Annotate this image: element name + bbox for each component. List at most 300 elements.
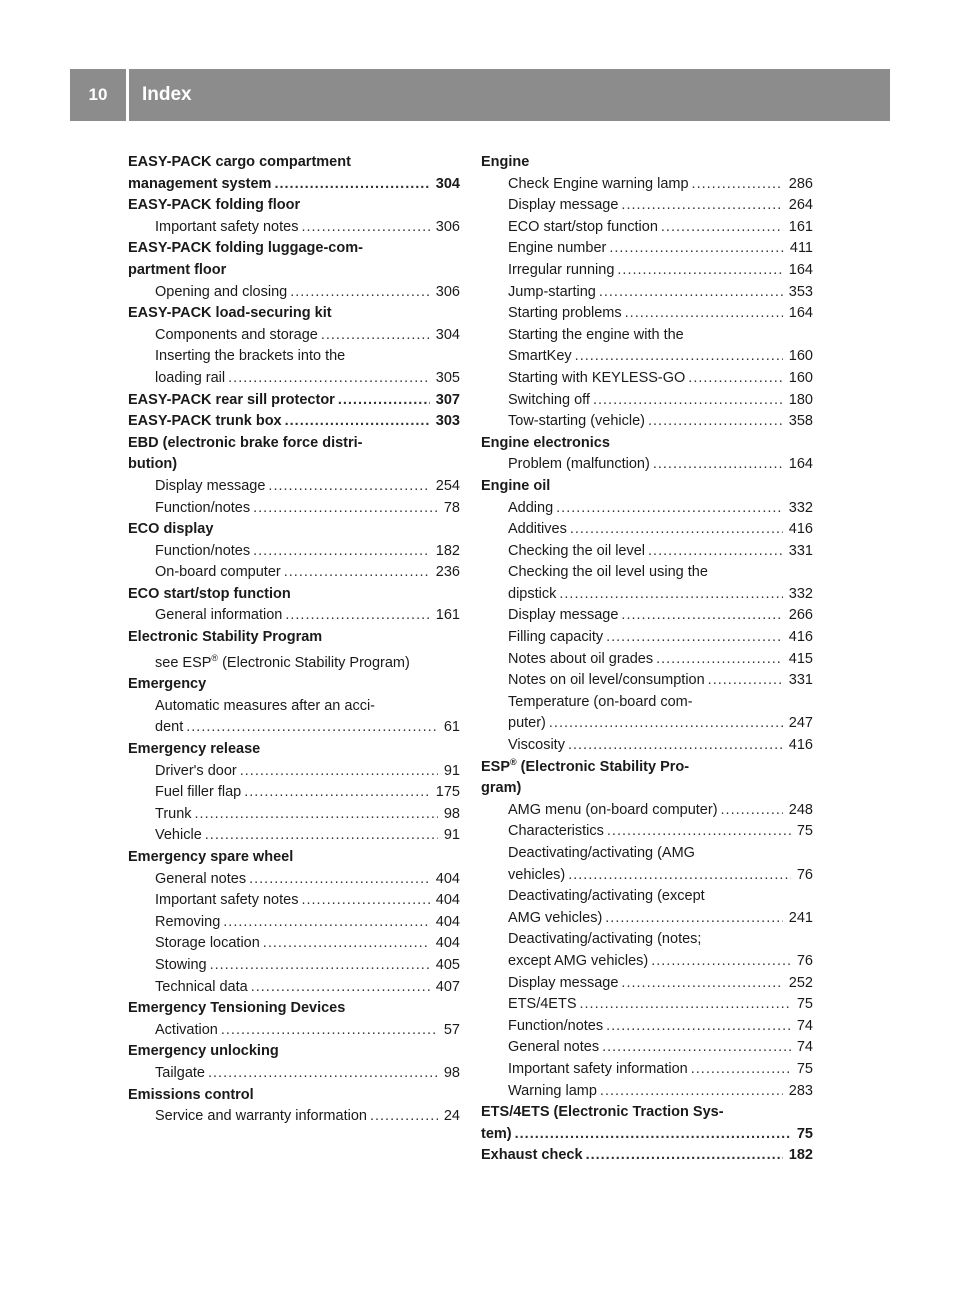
dot-leader bbox=[321, 325, 430, 347]
index-heading bbox=[128, 433, 460, 455]
entry-text: Important safety notes bbox=[155, 892, 299, 909]
page-reference[interactable]: 404 bbox=[435, 935, 460, 952]
index-column-left bbox=[128, 152, 460, 1128]
entry-text: General notes bbox=[508, 1039, 600, 1056]
index-subentry bbox=[128, 717, 460, 739]
dot-leader bbox=[221, 1020, 438, 1042]
index-subentry bbox=[128, 605, 460, 627]
entry-text: Notes on oil level/consumption bbox=[508, 672, 705, 689]
dot-leader bbox=[656, 649, 783, 671]
entry-text: Display message bbox=[508, 607, 619, 624]
dot-leader bbox=[549, 713, 783, 735]
page-reference[interactable]: 248 bbox=[788, 801, 813, 818]
index-subentry bbox=[481, 735, 813, 757]
entry-text: Temperature (on-board com- bbox=[508, 693, 693, 710]
index-subentry bbox=[481, 994, 813, 1016]
page-reference[interactable]: 24 bbox=[443, 1108, 460, 1125]
index-subentry bbox=[128, 782, 460, 804]
index-cross-reference bbox=[128, 653, 460, 675]
entry-text: Function/notes bbox=[155, 499, 251, 516]
page-reference[interactable]: 98 bbox=[443, 1064, 460, 1081]
entry-text: Viscosity bbox=[508, 737, 565, 754]
index-subentry bbox=[481, 713, 813, 735]
dot-leader bbox=[600, 1081, 783, 1103]
index-subentry bbox=[481, 454, 813, 476]
entry-text: Electronic Stability Program bbox=[128, 629, 323, 646]
index-subentry bbox=[481, 368, 813, 390]
page-reference[interactable]: 164 bbox=[788, 305, 813, 322]
entry-text: EASY-PACK cargo compartment bbox=[128, 154, 351, 170]
dot-leader bbox=[609, 238, 784, 260]
dot-leader bbox=[661, 217, 783, 239]
entry-text: Fuel filler flap bbox=[155, 784, 242, 801]
page-reference[interactable]: 404 bbox=[435, 913, 460, 930]
index-subentry bbox=[481, 1059, 813, 1081]
entry-text: Automatic measures after an acci- bbox=[155, 697, 376, 714]
entry-text-part: see ESP bbox=[155, 654, 212, 671]
page-reference[interactable]: 331 bbox=[788, 672, 813, 689]
dot-leader bbox=[692, 174, 783, 196]
index-heading bbox=[128, 303, 460, 325]
page-reference[interactable]: 236 bbox=[435, 564, 460, 581]
page-reference[interactable]: 74 bbox=[796, 1017, 813, 1034]
page-reference[interactable]: 416 bbox=[788, 737, 813, 754]
page-header bbox=[70, 69, 890, 121]
index-subentry bbox=[481, 886, 813, 908]
page-reference[interactable]: 164 bbox=[788, 456, 813, 473]
index-subentry bbox=[128, 912, 460, 934]
entry-text: EASY-PACK load-securing kit bbox=[128, 305, 332, 322]
entry-text: Tailgate bbox=[155, 1064, 205, 1081]
dot-leader bbox=[285, 605, 429, 627]
dot-leader bbox=[285, 411, 430, 433]
index-heading bbox=[128, 390, 460, 412]
dot-leader bbox=[568, 735, 783, 757]
index-subentry bbox=[481, 411, 813, 433]
entry-text: Tow-starting (vehicle) bbox=[508, 413, 645, 430]
page-reference[interactable]: 61 bbox=[443, 719, 460, 736]
page-reference[interactable]: 98 bbox=[443, 805, 460, 822]
page-number: 10 bbox=[88, 85, 108, 104]
index-heading bbox=[481, 757, 813, 779]
dot-leader bbox=[606, 1016, 791, 1038]
index-subentry bbox=[481, 325, 813, 347]
index-subentry bbox=[481, 821, 813, 843]
page-reference[interactable]: 76 bbox=[796, 866, 813, 883]
index-subentry bbox=[481, 562, 813, 584]
page-reference[interactable]: 254 bbox=[435, 477, 460, 494]
entry-text: management system bbox=[128, 175, 272, 192]
index-subentry bbox=[481, 951, 813, 973]
page-reference[interactable]: 407 bbox=[435, 978, 460, 995]
entry-text-part: (Electronic Stability Pro- bbox=[516, 758, 690, 775]
dot-leader bbox=[205, 825, 438, 847]
page-reference[interactable]: 306 bbox=[435, 283, 460, 300]
index-subentry bbox=[128, 476, 460, 498]
index-subentry bbox=[481, 238, 813, 260]
entry-text: Display message bbox=[508, 197, 619, 214]
dot-leader bbox=[625, 303, 783, 325]
index-subentry bbox=[481, 498, 813, 520]
entry-text: SmartKey bbox=[508, 348, 572, 365]
entry-text: Inserting the brackets into the bbox=[155, 348, 346, 365]
index-subentry bbox=[481, 800, 813, 822]
index-subentry bbox=[481, 605, 813, 627]
index-subentry bbox=[481, 541, 813, 563]
dot-leader bbox=[599, 282, 783, 304]
index-heading bbox=[481, 1102, 813, 1124]
dot-leader bbox=[210, 955, 430, 977]
page-reference[interactable]: 307 bbox=[435, 391, 460, 408]
page-reference[interactable]: 286 bbox=[788, 175, 813, 192]
index-heading bbox=[481, 433, 813, 455]
entry-text: Starting with KEYLESS-GO bbox=[508, 369, 686, 386]
dot-leader bbox=[240, 761, 438, 783]
index-subentry bbox=[481, 282, 813, 304]
entry-text: AMG menu (on-board computer) bbox=[508, 801, 718, 818]
dot-leader bbox=[301, 890, 429, 912]
entry-text: Driver's door bbox=[155, 762, 237, 779]
index-subentry bbox=[481, 929, 813, 951]
entry-text bbox=[481, 757, 689, 779]
entry-text: Removing bbox=[155, 913, 221, 930]
page-reference[interactable]: 182 bbox=[435, 542, 460, 559]
index-subentry bbox=[128, 368, 460, 390]
entry-text-part: (Electronic Stability Program) bbox=[218, 654, 410, 671]
dot-leader bbox=[621, 605, 782, 627]
entry-text: EASY-PACK folding luggage-com- bbox=[128, 240, 363, 257]
entry-text: Jump-starting bbox=[508, 283, 596, 300]
index-subentry bbox=[481, 973, 813, 995]
index-subentry bbox=[128, 977, 460, 999]
entry-text: General information bbox=[155, 607, 283, 624]
entry-text: ETS/4ETS bbox=[508, 996, 577, 1013]
page-reference[interactable]: 57 bbox=[443, 1021, 460, 1038]
entry-text: Emergency unlocking bbox=[128, 1043, 279, 1060]
entry-text: Emergency bbox=[128, 676, 207, 693]
index-subentry bbox=[481, 908, 813, 930]
index-subentry bbox=[481, 692, 813, 714]
dot-leader bbox=[249, 869, 430, 891]
dot-leader bbox=[195, 804, 438, 826]
index-heading bbox=[481, 778, 813, 800]
page-reference[interactable]: 404 bbox=[435, 892, 460, 909]
entry-text: Additives bbox=[508, 521, 567, 538]
dot-leader bbox=[370, 1106, 438, 1128]
dot-leader bbox=[223, 912, 430, 934]
page-reference[interactable]: 160 bbox=[788, 348, 813, 365]
entry-text: Important safety notes bbox=[155, 218, 299, 235]
entry-text: Notes about oil grades bbox=[508, 650, 654, 667]
entry-text: Filling capacity bbox=[508, 629, 604, 646]
page-reference[interactable]: 180 bbox=[788, 391, 813, 408]
page-reference[interactable]: 353 bbox=[788, 283, 813, 300]
dot-leader bbox=[708, 670, 783, 692]
page-reference[interactable]: 91 bbox=[443, 827, 460, 844]
entry-text: Emergency Tensioning Devices bbox=[128, 1000, 346, 1017]
index-column-right bbox=[481, 152, 813, 1167]
index-heading bbox=[481, 1124, 813, 1146]
page-reference[interactable]: 411 bbox=[789, 240, 813, 257]
dot-leader bbox=[721, 800, 783, 822]
page-reference[interactable]: 247 bbox=[788, 715, 813, 732]
index-subentry bbox=[128, 282, 460, 304]
entry-text: Irregular running bbox=[508, 261, 615, 278]
page-reference[interactable]: 404 bbox=[435, 870, 460, 887]
dot-leader bbox=[228, 368, 430, 390]
index-subentry bbox=[128, 562, 460, 584]
page-reference[interactable]: 161 bbox=[788, 218, 813, 235]
dot-leader bbox=[617, 260, 782, 282]
entry-text: Switching off bbox=[508, 391, 590, 408]
index-subentry bbox=[481, 1081, 813, 1103]
entry-text: Deactivating/activating (except bbox=[508, 888, 705, 905]
entry-text: Problem (malfunction) bbox=[508, 456, 650, 473]
index-subentry bbox=[481, 1016, 813, 1038]
header-divider bbox=[126, 69, 129, 121]
index-subentry bbox=[128, 825, 460, 847]
entry-text: dipstick bbox=[508, 585, 557, 602]
entry-text: gram) bbox=[481, 780, 522, 797]
dot-leader bbox=[653, 454, 783, 476]
index-subentry bbox=[128, 933, 460, 955]
registered-mark: ® bbox=[510, 756, 517, 767]
index-subentry bbox=[481, 303, 813, 325]
index-heading bbox=[128, 411, 460, 433]
index-subentry bbox=[481, 627, 813, 649]
dot-leader bbox=[274, 174, 429, 196]
entry-text: EBD (electronic brake force distri- bbox=[128, 434, 363, 451]
page-reference[interactable]: 332 bbox=[788, 499, 813, 516]
page-reference[interactable]: 252 bbox=[788, 974, 813, 991]
entry-text: Adding bbox=[508, 499, 554, 516]
dot-leader bbox=[251, 977, 430, 999]
dot-leader bbox=[648, 411, 783, 433]
page-reference[interactable]: 175 bbox=[435, 784, 460, 801]
entry-text: Emissions control bbox=[128, 1086, 254, 1103]
page-reference[interactable]: 75 bbox=[796, 996, 813, 1013]
entry-text: Important safety information bbox=[508, 1060, 688, 1077]
dot-leader bbox=[605, 908, 783, 930]
page-reference[interactable]: 264 bbox=[788, 197, 813, 214]
index-heading bbox=[128, 195, 460, 217]
index-heading bbox=[128, 238, 460, 260]
dot-leader bbox=[253, 541, 430, 563]
page-reference[interactable]: 306 bbox=[435, 218, 460, 235]
entry-text: ECO start/stop function bbox=[508, 218, 658, 235]
entry-text: EASY-PACK rear sill protector bbox=[128, 391, 335, 408]
entry-text: Trunk bbox=[155, 805, 192, 822]
index-subentry bbox=[128, 869, 460, 891]
index-subentry bbox=[481, 260, 813, 282]
page-reference[interactable]: 332 bbox=[788, 585, 813, 602]
dot-leader bbox=[253, 498, 438, 520]
index-heading bbox=[128, 519, 460, 541]
entry-text: General notes bbox=[155, 870, 247, 887]
page-reference[interactable]: 304 bbox=[435, 326, 460, 343]
index-subentry bbox=[481, 217, 813, 239]
dot-leader bbox=[556, 498, 783, 520]
page-reference[interactable]: 75 bbox=[796, 1125, 813, 1142]
entry-text: puter) bbox=[508, 715, 546, 732]
page-reference[interactable]: 415 bbox=[788, 650, 813, 667]
dot-leader bbox=[688, 368, 783, 390]
dot-leader bbox=[621, 195, 782, 217]
entry-text: Checking the oil level bbox=[508, 542, 646, 559]
page-reference[interactable]: 182 bbox=[788, 1147, 813, 1164]
entry-text: EASY-PACK folding floor bbox=[128, 197, 301, 214]
entry-text: Display message bbox=[508, 974, 619, 991]
index-subentry bbox=[481, 390, 813, 412]
index-subentry bbox=[481, 670, 813, 692]
page-reference[interactable]: 74 bbox=[796, 1039, 813, 1056]
dot-leader bbox=[568, 865, 791, 887]
index-subentry bbox=[128, 761, 460, 783]
page-reference[interactable]: 160 bbox=[788, 369, 813, 386]
dot-leader bbox=[570, 519, 783, 541]
entry-text: bution) bbox=[128, 456, 178, 473]
dot-leader bbox=[263, 933, 430, 955]
index-subentry bbox=[481, 174, 813, 196]
entry-text: Deactivating/activating (notes; bbox=[508, 931, 702, 948]
entry-text: Emergency spare wheel bbox=[128, 849, 294, 865]
dot-leader bbox=[621, 973, 782, 995]
entry-text: except AMG vehicles) bbox=[508, 952, 649, 969]
entry-text: ETS/4ETS (Electronic Traction Sys- bbox=[481, 1104, 724, 1121]
entry-text: EASY-PACK trunk box bbox=[128, 413, 282, 430]
index-subentry bbox=[128, 541, 460, 563]
entry-text: On-board computer bbox=[155, 564, 281, 581]
page-reference[interactable]: 91 bbox=[443, 762, 460, 779]
entry-text: Service and warranty information bbox=[155, 1108, 367, 1125]
dot-leader bbox=[559, 584, 782, 606]
dot-leader bbox=[648, 541, 783, 563]
entry-text-part: ESP bbox=[481, 758, 511, 775]
entry-text: Function/notes bbox=[508, 1017, 604, 1034]
dot-leader bbox=[586, 1145, 783, 1167]
entry-text: Engine bbox=[481, 154, 530, 170]
dot-leader bbox=[338, 390, 430, 412]
dot-leader bbox=[691, 1059, 791, 1081]
entry-text: Components and storage bbox=[155, 326, 318, 343]
page-reference[interactable]: 283 bbox=[788, 1082, 813, 1099]
page-reference[interactable]: 78 bbox=[443, 499, 460, 516]
page-reference[interactable]: 304 bbox=[435, 175, 460, 192]
entry-text bbox=[155, 653, 410, 675]
index-subentry bbox=[128, 1106, 460, 1128]
dot-leader bbox=[208, 1063, 438, 1085]
index-subentry bbox=[128, 346, 460, 368]
index-subentry bbox=[481, 865, 813, 887]
dot-leader bbox=[244, 782, 430, 804]
dot-leader bbox=[515, 1124, 791, 1146]
index-subentry bbox=[128, 498, 460, 520]
page-reference[interactable]: 75 bbox=[796, 823, 813, 840]
dot-leader bbox=[580, 994, 791, 1016]
index-heading bbox=[128, 454, 460, 476]
index-heading bbox=[128, 998, 460, 1020]
index-heading bbox=[481, 1145, 813, 1167]
index-subentry bbox=[128, 696, 460, 718]
entry-text: Vehicle bbox=[155, 827, 202, 844]
page-reference[interactable]: 331 bbox=[788, 542, 813, 559]
entry-text: Checking the oil level using the bbox=[508, 564, 708, 581]
page-reference[interactable]: 416 bbox=[788, 629, 813, 646]
index-subentry bbox=[481, 346, 813, 368]
index-subentry bbox=[481, 1037, 813, 1059]
entry-text: loading rail bbox=[155, 369, 226, 386]
index-heading bbox=[128, 152, 460, 174]
index-subentry bbox=[128, 1063, 460, 1085]
index-subentry bbox=[481, 843, 813, 865]
index-heading bbox=[128, 674, 460, 696]
page-reference[interactable]: 305 bbox=[435, 369, 460, 386]
page-reference[interactable]: 241 bbox=[788, 909, 813, 926]
entry-text: Engine number bbox=[508, 240, 607, 257]
dot-leader bbox=[607, 821, 791, 843]
entry-text: Opening and closing bbox=[155, 283, 288, 300]
entry-text: ECO start/stop function bbox=[128, 585, 291, 602]
entry-text: Function/notes bbox=[155, 542, 251, 559]
entry-text: AMG vehicles) bbox=[508, 909, 603, 926]
page-reference[interactable]: 405 bbox=[435, 956, 460, 973]
dot-leader bbox=[268, 476, 429, 498]
entry-text: Stowing bbox=[155, 956, 207, 973]
page-reference[interactable]: 358 bbox=[788, 413, 813, 430]
page-reference[interactable]: 75 bbox=[796, 1060, 813, 1077]
page-reference[interactable]: 303 bbox=[435, 413, 460, 430]
index-heading bbox=[128, 1085, 460, 1107]
entry-text: Warning lamp bbox=[508, 1082, 597, 1099]
index-heading bbox=[128, 174, 460, 196]
index-heading bbox=[128, 627, 460, 649]
dot-leader bbox=[606, 627, 783, 649]
entry-text: Characteristics bbox=[508, 823, 604, 840]
index-subentry bbox=[128, 890, 460, 912]
index-heading bbox=[128, 260, 460, 282]
entry-text: Engine electronics bbox=[481, 434, 610, 451]
entry-text: Technical data bbox=[155, 978, 248, 995]
entry-text: dent bbox=[155, 719, 184, 736]
dot-leader bbox=[186, 717, 438, 739]
dot-leader bbox=[575, 346, 783, 368]
page-reference[interactable]: 164 bbox=[788, 261, 813, 278]
index-subentry bbox=[481, 584, 813, 606]
entry-text: Starting problems bbox=[508, 305, 622, 322]
index-heading bbox=[128, 739, 460, 761]
page-reference[interactable]: 266 bbox=[788, 607, 813, 624]
index-subentry bbox=[481, 649, 813, 671]
entry-text: Display message bbox=[155, 477, 266, 494]
index-subentry bbox=[128, 955, 460, 977]
index-heading bbox=[128, 847, 460, 869]
index-heading bbox=[481, 152, 813, 174]
dot-leader bbox=[593, 390, 783, 412]
entry-text: Exhaust check bbox=[481, 1147, 583, 1164]
index-subentry bbox=[128, 804, 460, 826]
registered-mark: ® bbox=[211, 652, 219, 663]
page-reference[interactable]: 76 bbox=[796, 952, 813, 969]
dot-leader bbox=[602, 1037, 791, 1059]
entry-text: partment floor bbox=[128, 261, 227, 278]
dot-leader bbox=[290, 282, 430, 304]
page-reference[interactable]: 416 bbox=[788, 521, 813, 538]
entry-text: Activation bbox=[155, 1021, 218, 1038]
entry-text: ECO display bbox=[128, 521, 214, 538]
page-reference[interactable]: 161 bbox=[435, 607, 460, 624]
index-subentry bbox=[481, 519, 813, 541]
page-title: Index bbox=[142, 84, 192, 105]
